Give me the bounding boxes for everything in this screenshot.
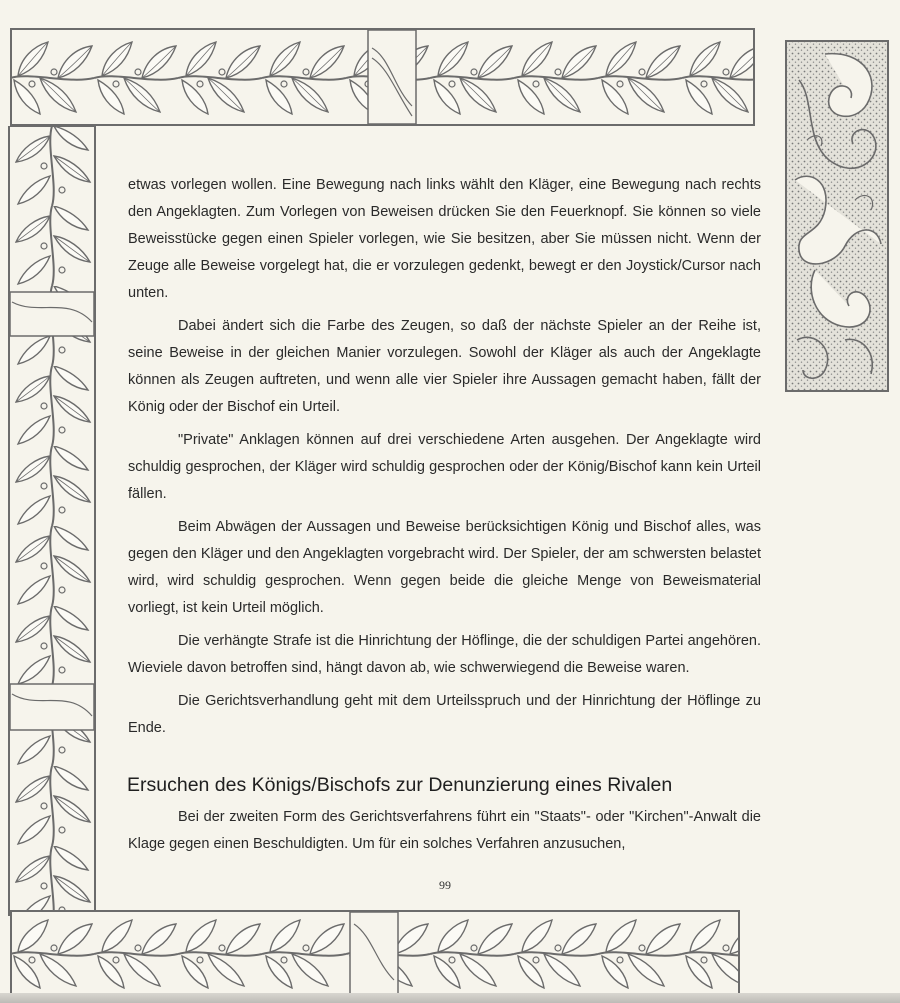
paragraph: Die Gerichtsverhandlung geht mit dem Urteilsspruch und der Hinrichtung der Höflinge zu Ende. [128, 693, 761, 736]
paragraph: Beim Abwägen der Aussagen und Beweise berücksichtigen König und Bischof alles, was gegen den Kläger und den Angeklagten vorgebracht wird. Der Spieler, der am schwersten belastet wird, wird schuldig gesprochen. Wenn gegen beide die gleiche Menge von Beweismaterial vorliegt, ist kein Urteil möglich. [128, 519, 761, 616]
page-number: 99 [439, 878, 451, 892]
paragraph: Dabei ändert sich die Farbe des Zeugen, so daß der nächste Spieler an der Reihe ist, seine Beweise in der gleichen Manier vorzulegen. Sowohl der Kläger als auch der Angeklagte können als Zeugen auftreten, und wenn alle vier Spieler ihre Aussagen gemacht haben, fällt der König oder der Bischof ein Urteil. [128, 318, 761, 415]
paragraph: "Private" Anklagen können auf drei verschiedene Arten ausgehen. Der Angeklagte wird schuldig gesprochen, der Kläger wird schuldig gesprochen oder der König/Bischof kann kein Urteil fällen. [128, 432, 761, 502]
section-paragraph: Bei der zweiten Form des Gerichtsverfahrens führt ein "Staats"- oder "Kirchen"-Anwalt die Klage gegen einen Beschuldigten. Um für ein solches Verfahren anzusuchen, [128, 809, 761, 852]
section-heading: Ersuchen des Königs/Bischofs zur Denunzierung eines Rivalen [127, 774, 673, 796]
laurel-border-left [8, 126, 96, 916]
page-edge [0, 993, 900, 1003]
body-text [128, 172, 761, 742]
laurel-border-bottom [10, 910, 740, 996]
laurel-border-top [10, 28, 755, 126]
paragraph: etwas vorlegen wollen. Eine Bewegung nach links wählt den Kläger, eine Bewegung nach rechts den Angeklagten. Zum Vorlegen von Beweisen drücken Sie den Feuerknopf. Sie können so viele Beweisstücke gegen einen Spieler vorlegen, wie Sie besitzen, aber Sie müssen nicht. Wenn der Zeuge alle Beweise vorgelegt hat, die er vorzulegen gedenkt, bewegt er den Joystick/Cursor nach unten. [128, 177, 761, 301]
paragraph: Die verhängte Strafe ist die Hinrichtung der Höflinge, die der schuldigen Partei angehören. Wieviele davon betroffen sind, hängt davon ab, wie schwerwiegend die Beweise waren. [128, 633, 761, 676]
acanthus-scroll-panel [785, 40, 889, 392]
